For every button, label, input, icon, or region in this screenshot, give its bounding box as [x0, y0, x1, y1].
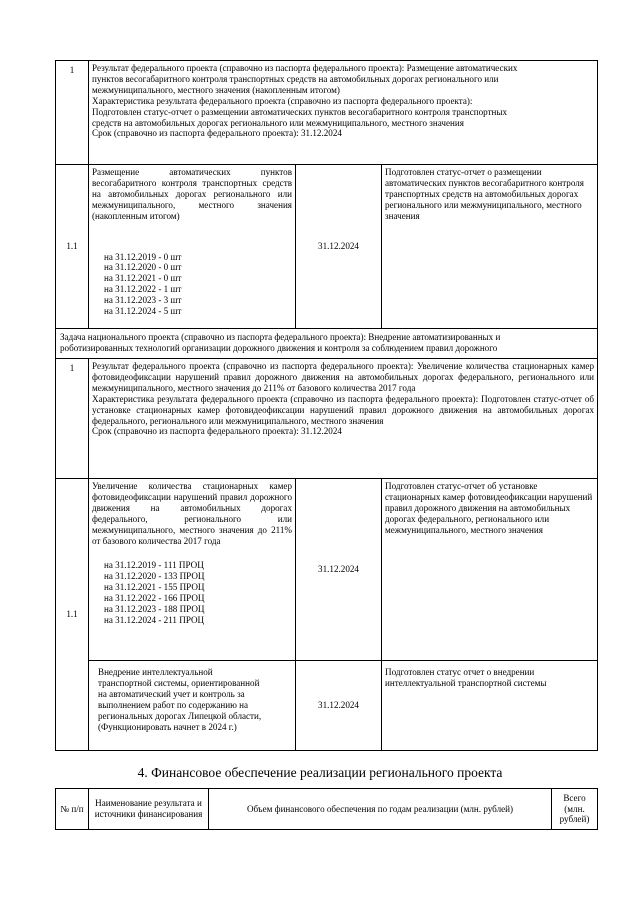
- block-1-line: Срок (справочно из паспорта федерального проекта): 31.12.2024: [92, 128, 342, 139]
- target-value: на 31.12.2020 - 0 шт: [104, 262, 182, 273]
- task-line: Задача национального проекта (справочно из паспорта федерального проекта): Внедрение автоматизированных и: [60, 332, 501, 342]
- finance-table: [55, 788, 598, 830]
- block-1-line: пунктов весогабаритного контроля транспортных средств на автомобильных дорогах регионального или: [92, 73, 499, 84]
- deadline-date: 31.12.2024: [296, 479, 382, 661]
- national-task-row: [56, 329, 598, 359]
- its-line: транспортной системы, ориентированной: [98, 677, 260, 688]
- block-1-line: Подготовлен статус-отчет о размещении автоматических пунктов весогабаритного контроля транспортных: [92, 106, 508, 117]
- national-task-text: [56, 329, 598, 359]
- block-1-line: Результат федерального проекта (справочно из паспорта федерального проекта): Размещение автоматических: [92, 63, 518, 73]
- result-row-cameras: [56, 479, 598, 661]
- result-name: Размещение автоматических пунктов весогабаритного контроля транспортных средств на автомобильных дорогах регионального или межмуниципального, местного значения (накопленным итогом): [92, 167, 292, 221]
- finance-col-number: № п/п: [56, 789, 89, 830]
- block-2-deadline: Срок (справочно из паспорта федерального проекта): 31.12.2024: [92, 426, 342, 437]
- finance-col-total: Всего (млн. рублей): [552, 789, 598, 830]
- result-characteristic: Подготовлен статус отчет о внедрении интеллектуальной транспортной системы: [382, 661, 598, 751]
- row-number: 1.1: [56, 479, 89, 751]
- result-name-cell: [89, 165, 296, 329]
- task-line: роботизированных технологий организации дорожного движения и контроля за соблюдением правил дорожного: [60, 342, 498, 353]
- block-1-text: [89, 61, 598, 165]
- block-1-line: Характеристика результата федерального проекта (справочно из паспорта федерального проекта):: [92, 95, 473, 106]
- federal-result-block-1: [56, 61, 598, 165]
- its-line: Внедрение интеллектуальной: [98, 667, 213, 677]
- block-1-line: средств на автомобильных дорогах регионального или межмуниципального, местного значения: [92, 117, 464, 128]
- target-value: на 31.12.2021 - 0 шт: [104, 273, 182, 284]
- finance-col-volume: Объем финансового обеспечения по годам реализации (млн. рублей): [209, 789, 552, 830]
- deadline-date: 31.12.2024: [296, 661, 382, 751]
- target-value: на 31.12.2020 - 133 ПРОЦ: [104, 571, 205, 582]
- target-value: на 31.12.2019 - 0 шт: [104, 251, 182, 262]
- block-1-number: 1: [56, 61, 89, 165]
- target-value: на 31.12.2023 - 3 шт: [104, 295, 182, 306]
- finance-col-name: Наименование результата и источники финансирования: [89, 789, 209, 830]
- its-line: выполнением работ по содержанию на: [98, 699, 249, 710]
- block-1-line: межмуниципального, местного значения (накопленным итогом): [92, 84, 340, 95]
- row-number: 1.1: [56, 165, 89, 329]
- target-value: на 31.12.2019 - 111 ПРОЦ: [104, 560, 204, 571]
- result-row-weight-control: [56, 165, 598, 329]
- results-table: [55, 60, 598, 751]
- deadline-date: 31.12.2024: [296, 165, 382, 329]
- block-2-number: 1: [56, 359, 89, 479]
- block-2-characteristic: Характеристика результата федерального проекта (справочно из паспорта федерального проекта): Подготовлен статус-отчет об установке стационарных камер фотовидеофиксации нарушений правил дорожного движения на автомобильных дорогах федерального, регионального или межмуниципального, местного значения: [92, 393, 595, 426]
- section-heading: 4. Финансовое обеспечение реализации регионального проекта: [137, 765, 503, 780]
- result-name-cell: [89, 479, 296, 661]
- block-2-text: [89, 359, 598, 479]
- block-2-result: Результат федерального проекта (справочно из паспорта федерального проекта): Увеличение количества стационарных камер фотовидеофиксации нарушений правил дорожного движения на автомобильных дорогах федерального, регионального или межмуниципального, местного значения до 211% от базового количества 2017 года: [92, 361, 595, 393]
- finance-header-row: [56, 789, 598, 830]
- result-name: Увеличение количества стационарных камер фотовидеофиксации нарушений правил дорожного движения на автомобильных дорогах федерального, регионального или межмуниципального, местного значения до 211% от базового количества 2017 года: [92, 481, 292, 546]
- result-characteristic: Подготовлен статус-отчет о размещении автоматических пунктов весогабаритного контроля транспортных средств на автомобильных дорогах регионального или межмуниципального, местного значения: [382, 165, 598, 329]
- its-line: (Функционировать начнет в 2024 г.): [98, 721, 237, 732]
- result-row-its: [56, 661, 598, 751]
- target-value: на 31.12.2024 - 211 ПРОЦ: [104, 614, 205, 625]
- its-line: на автоматический учет и контроль за: [98, 688, 245, 699]
- target-value: на 31.12.2021 - 155 ПРОЦ: [104, 582, 205, 593]
- result-characteristic: Подготовлен статус-отчет об установке стационарных камер фотовидеофиксации нарушений правил дорожного движения на автомобильных дорогах федерального, регионального или межмуниципального, местного значения: [382, 479, 598, 661]
- target-value: на 31.12.2022 - 166 ПРОЦ: [104, 593, 205, 604]
- target-value: на 31.12.2024 - 5 шт: [104, 306, 182, 317]
- its-line: региональных дорогах Липецкой области,: [98, 710, 262, 721]
- target-value: на 31.12.2022 - 1 шт: [104, 284, 182, 295]
- result-name-cell: [89, 661, 296, 751]
- federal-result-block-2: [56, 359, 598, 479]
- target-value: на 31.12.2023 - 188 ПРОЦ: [104, 604, 205, 615]
